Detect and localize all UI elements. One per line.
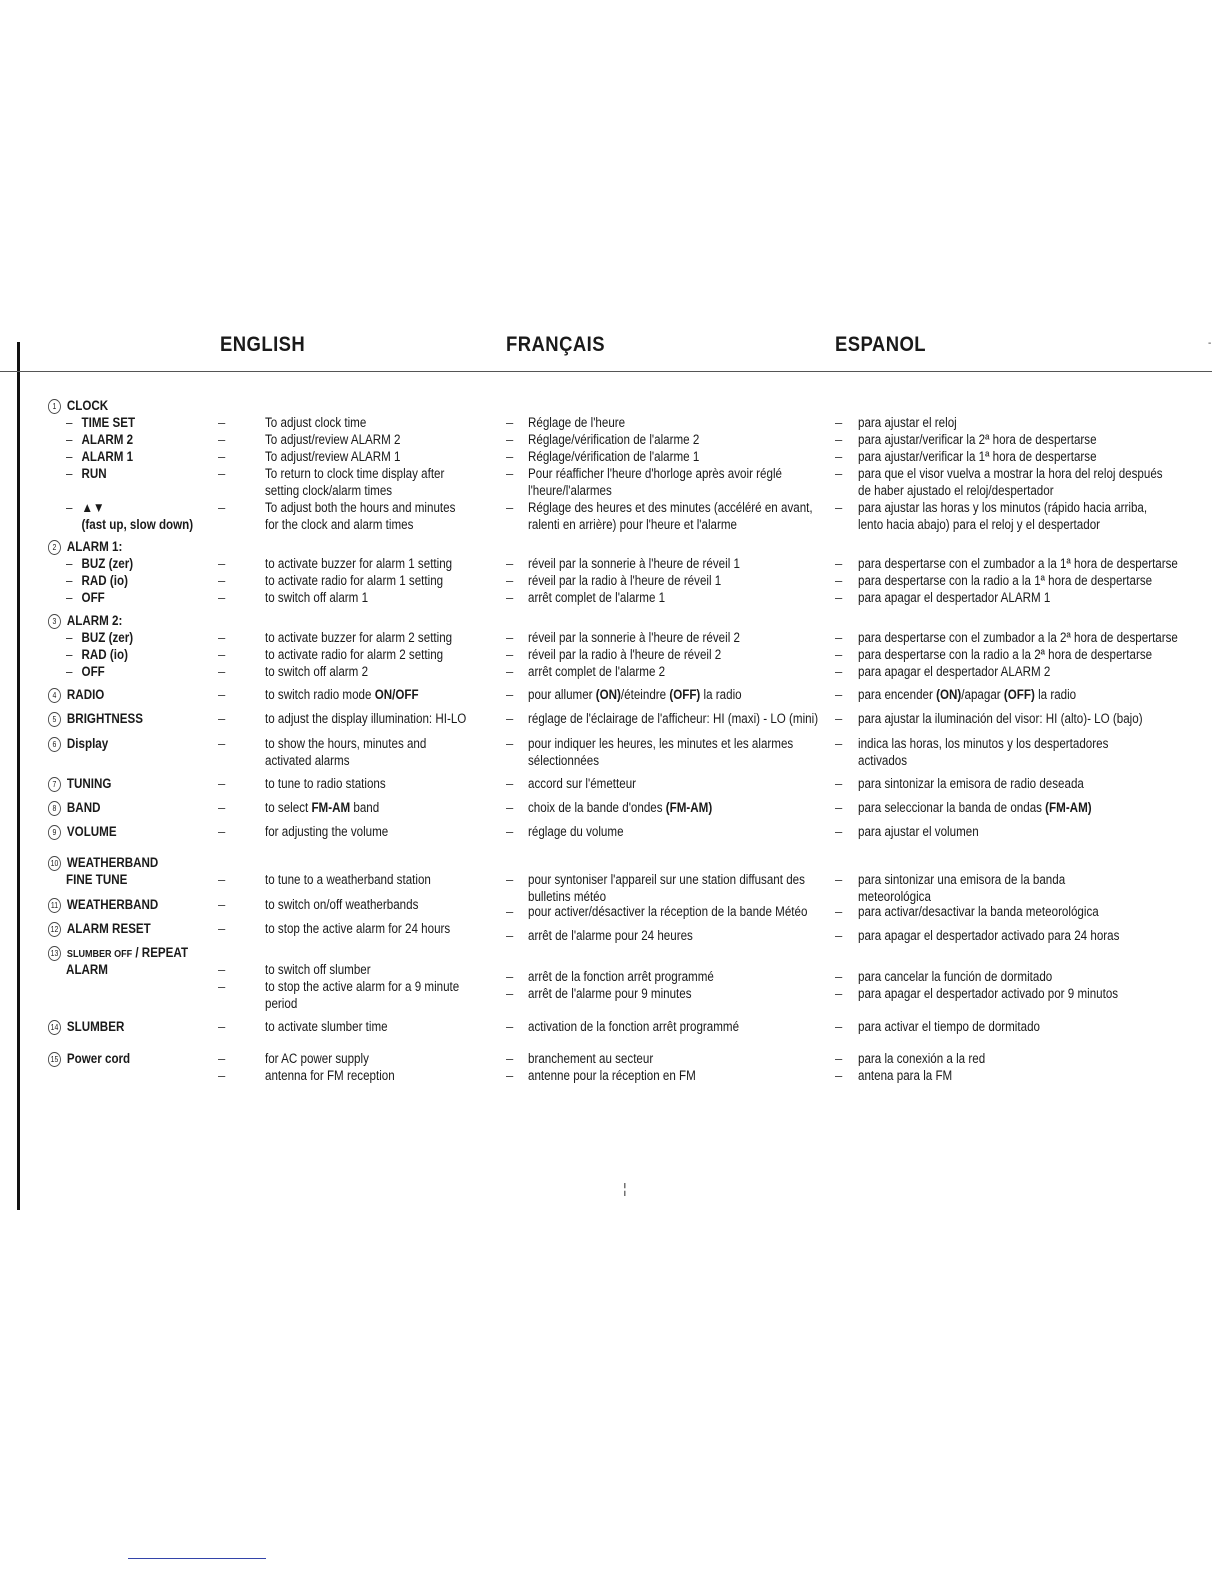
sub-label: RAD (io)	[81, 573, 128, 588]
desc-es: para apagar el despertador ALARM 1	[858, 590, 1051, 605]
desc-es: lento hacia abajo) para el reloj y el despertador	[858, 517, 1101, 532]
item-number: 3	[48, 614, 61, 629]
item-number: 12	[48, 922, 61, 937]
desc-en: to activate buzzer for alarm 2 setting	[265, 630, 453, 645]
label-text: ALARM	[66, 962, 108, 977]
item-number: 10	[48, 856, 61, 871]
desc-es: para encender (ON)/apagar (OFF) la radio	[858, 687, 1077, 702]
desc-en: To adjust/review ALARM 1	[265, 449, 401, 464]
desc-fr: branchement au secteur	[528, 1051, 654, 1066]
desc-en: activated alarms	[265, 753, 350, 768]
left-edge-bar	[17, 342, 20, 1210]
desc-fr: pour allumer (ON)/éteindre (OFF) la radio	[528, 687, 742, 702]
desc-en: to activate radio for alarm 1 setting	[265, 573, 444, 588]
desc-en: to stop the active alarm for a 9 minute	[265, 979, 460, 994]
item-number: 5	[48, 712, 61, 727]
desc-en: to tune to a weatherband station	[265, 872, 431, 887]
desc-en: for adjusting the volume	[265, 824, 389, 839]
desc-fr: sélectionnées	[528, 753, 600, 768]
label-text: Power cord	[66, 1051, 131, 1066]
desc-en: to switch off alarm 1	[265, 590, 369, 605]
desc-fr: réglage du volume	[528, 824, 624, 839]
item-number: 2	[48, 540, 61, 555]
desc-fr: activation de la fonction arrêt programmé	[528, 1019, 740, 1034]
label-text: BRIGHTNESS	[66, 711, 144, 726]
desc-es: de haber ajustado el reloj/despertador	[858, 483, 1054, 498]
header-rule	[0, 371, 1212, 372]
scan-mark-center: ¦	[623, 1180, 627, 1196]
desc-fr: arrêt complet de l'alarme 1	[528, 590, 666, 605]
desc-fr: l'heure/l'alarmes	[528, 483, 612, 498]
desc-fr: ralenti en arrière) pour l'heure et l'alarme	[528, 517, 738, 532]
desc-es: para ajustar el reloj	[858, 415, 957, 430]
desc-fr: réveil par la sonnerie à l'heure de réveil 1	[528, 556, 740, 571]
desc-es: para apagar el despertador activado para 24 horas	[858, 928, 1120, 943]
desc-en: to activate buzzer for alarm 1 setting	[265, 556, 453, 571]
desc-en: to activate radio for alarm 2 setting	[265, 647, 444, 662]
label-text: WEATHERBAND	[66, 855, 159, 870]
label-text: SLUMBER OFF	[66, 948, 133, 960]
item-number: 14	[48, 1020, 61, 1035]
desc-en: antenna for FM reception	[265, 1068, 395, 1083]
item-number: 15	[48, 1052, 61, 1067]
desc-es: para activar el tiempo de dormitado	[858, 1019, 1040, 1034]
desc-en: To adjust clock time	[265, 415, 367, 430]
sub-label-note: (fast up, slow down)	[81, 517, 194, 532]
item-number: 6	[48, 737, 61, 752]
desc-en: to show the hours, minutes and	[265, 736, 427, 751]
desc-es: activados	[858, 753, 908, 768]
sub-label: OFF	[81, 590, 105, 605]
sub-label: RAD (io)	[81, 647, 128, 662]
sub-label: TIME SET	[81, 415, 136, 430]
item-number: 13	[48, 946, 61, 961]
desc-es: para ajustar el volumen	[858, 824, 979, 839]
desc-en: for AC power supply	[265, 1051, 369, 1066]
desc-fr: arrêt complet de l'alarme 2	[528, 664, 666, 679]
footnote-rule	[128, 1558, 266, 1559]
sub-label: BUZ (zer)	[81, 630, 134, 645]
desc-en: to switch radio mode ON/OFF	[265, 687, 419, 702]
desc-fr: arrêt de l'alarme pour 24 heures	[528, 928, 693, 943]
desc-en: to switch off alarm 2	[265, 664, 369, 679]
desc-fr: réveil par la radio à l'heure de réveil 2	[528, 647, 722, 662]
desc-en: period	[265, 996, 298, 1011]
desc-en: To adjust both the hours and minutes	[265, 500, 456, 515]
desc-es: meteorológica	[858, 889, 931, 904]
desc-es: para ajustar/verificar la 1ª hora de despertarse	[858, 449, 1097, 464]
arrow-up-down-icon: ▲▼	[81, 500, 105, 515]
desc-fr: choix de la bande d'ondes (FM-AM)	[528, 800, 713, 815]
desc-en: to adjust the display illumination: HI-LO	[265, 711, 467, 726]
label-text: WEATHERBAND	[66, 897, 159, 912]
sub-label: BUZ (zer)	[81, 556, 134, 571]
sub-label: ALARM 1	[81, 449, 134, 464]
desc-fr: antenne pour la réception en FM	[528, 1068, 696, 1083]
desc-es: para que el visor vuelva a mostrar la hora del reloj después	[858, 466, 1163, 481]
header-english: ENGLISH	[220, 333, 306, 356]
desc-fr: réglage de l'éclairage de l'afficheur: HI (maxi) - LO (mini)	[528, 711, 819, 726]
label-text: BAND	[66, 800, 101, 815]
item-number: 11	[48, 898, 61, 913]
desc-es: para despertarse con el zumbador a la 1ª hora de despertarse	[858, 556, 1178, 571]
desc-es: para activar/desactivar la banda meteorológica	[858, 904, 1099, 919]
label-text: RADIO	[66, 687, 105, 702]
desc-es: para sintonizar una emisora de la banda	[858, 872, 1066, 887]
item-number: 8	[48, 801, 61, 816]
desc-fr: réveil par la sonnerie à l'heure de réveil 2	[528, 630, 740, 645]
desc-es: para ajustar la iluminación del visor: HI (alto)- LO (bajo)	[858, 711, 1143, 726]
desc-fr: réveil par la radio à l'heure de réveil 1	[528, 573, 722, 588]
desc-fr: pour indiquer les heures, les minutes et les alarmes	[528, 736, 794, 751]
sub-label: ALARM 2	[81, 432, 134, 447]
desc-fr: bulletins météo	[528, 889, 607, 904]
desc-es: para apagar el despertador ALARM 2	[858, 664, 1051, 679]
item-number: 4	[48, 688, 61, 703]
item-number: 7	[48, 777, 61, 792]
label-text: ALARM 2:	[66, 613, 123, 628]
desc-fr: Réglage des heures et des minutes (accéléré en avant,	[528, 500, 813, 515]
item-label: 1 CLOCK – TIME SET – ALARM 2 – ALARM 1 – RUN – ▲▼ (fast up, slow down)	[48, 397, 193, 533]
label-text: CLOCK	[66, 398, 109, 413]
item-number: 9	[48, 825, 61, 840]
desc-en: to tune to radio stations	[265, 776, 386, 791]
desc-es: para despertarse con el zumbador a la 2ª hora de despertarse	[858, 630, 1178, 645]
desc-fr: Réglage/vérification de l'alarme 1	[528, 449, 700, 464]
label-text: FINE TUNE	[66, 872, 128, 887]
desc-en: to select FM-AM band	[265, 800, 380, 815]
desc-es: para despertarse con la radio a la 1ª hora de despertarse	[858, 573, 1153, 588]
desc-en: to activate slumber time	[265, 1019, 388, 1034]
scan-mark: -	[1208, 338, 1212, 349]
desc-es: para seleccionar la banda de ondas (FM-AM)	[858, 800, 1092, 815]
desc-es: para ajustar las horas y los minutos (rápido hacia arriba,	[858, 500, 1148, 515]
label-text: ALARM RESET	[66, 921, 151, 936]
desc-es: para despertarse con la radio a la 2ª hora de despertarse	[858, 647, 1153, 662]
label-text: SLUMBER	[66, 1019, 125, 1034]
desc-es: indica las horas, los minutos y los despertadores	[858, 736, 1109, 751]
desc-es: para apagar el despertador activado por 9 minutos	[858, 986, 1119, 1001]
desc-fr: Réglage de l'heure	[528, 415, 626, 430]
label-text: / REPEAT	[132, 945, 189, 960]
desc-fr: Réglage/vérification de l'alarme 2	[528, 432, 700, 447]
desc-fr: arrêt de l'alarme pour 9 minutes	[528, 986, 692, 1001]
desc-fr: Pour réafficher l'heure d'horloge après avoir réglé	[528, 466, 782, 481]
header-francais: FRANÇAIS	[506, 333, 605, 356]
sub-label: OFF	[81, 664, 105, 679]
desc-fr: arrêt de la fonction arrêt programmé	[528, 969, 714, 984]
label-text: ALARM 1:	[66, 539, 123, 554]
desc-en: to stop the active alarm for 24 hours	[265, 921, 451, 936]
label-text: TUNING	[66, 776, 112, 791]
desc-en: to switch off slumber	[265, 962, 371, 977]
header-espanol: ESPANOL	[835, 333, 927, 356]
label-text: VOLUME	[66, 824, 117, 839]
desc-en: To return to clock time display after	[265, 466, 445, 481]
item-number: 1	[48, 399, 61, 414]
desc-es: para ajustar/verificar la 2ª hora de despertarse	[858, 432, 1097, 447]
sub-label: RUN	[81, 466, 107, 481]
label-text: Display	[66, 736, 109, 751]
desc-en: for the clock and alarm times	[265, 517, 414, 532]
desc-es: antena para la FM	[858, 1068, 953, 1083]
desc-fr: pour syntoniser l'appareil sur une station diffusant des	[528, 872, 805, 887]
desc-fr: accord sur l'émetteur	[528, 776, 637, 791]
desc-en: setting clock/alarm times	[265, 483, 393, 498]
desc-en: To adjust/review ALARM 2	[265, 432, 401, 447]
desc-fr: pour activer/désactiver la réception de la bande Météo	[528, 904, 808, 919]
desc-es: para la conexión a la red	[858, 1051, 986, 1066]
desc-en: to switch on/off weatherbands	[265, 897, 419, 912]
desc-es: para sintonizar la emisora de radio deseada	[858, 776, 1084, 791]
desc-es: para cancelar la función de dormitado	[858, 969, 1053, 984]
